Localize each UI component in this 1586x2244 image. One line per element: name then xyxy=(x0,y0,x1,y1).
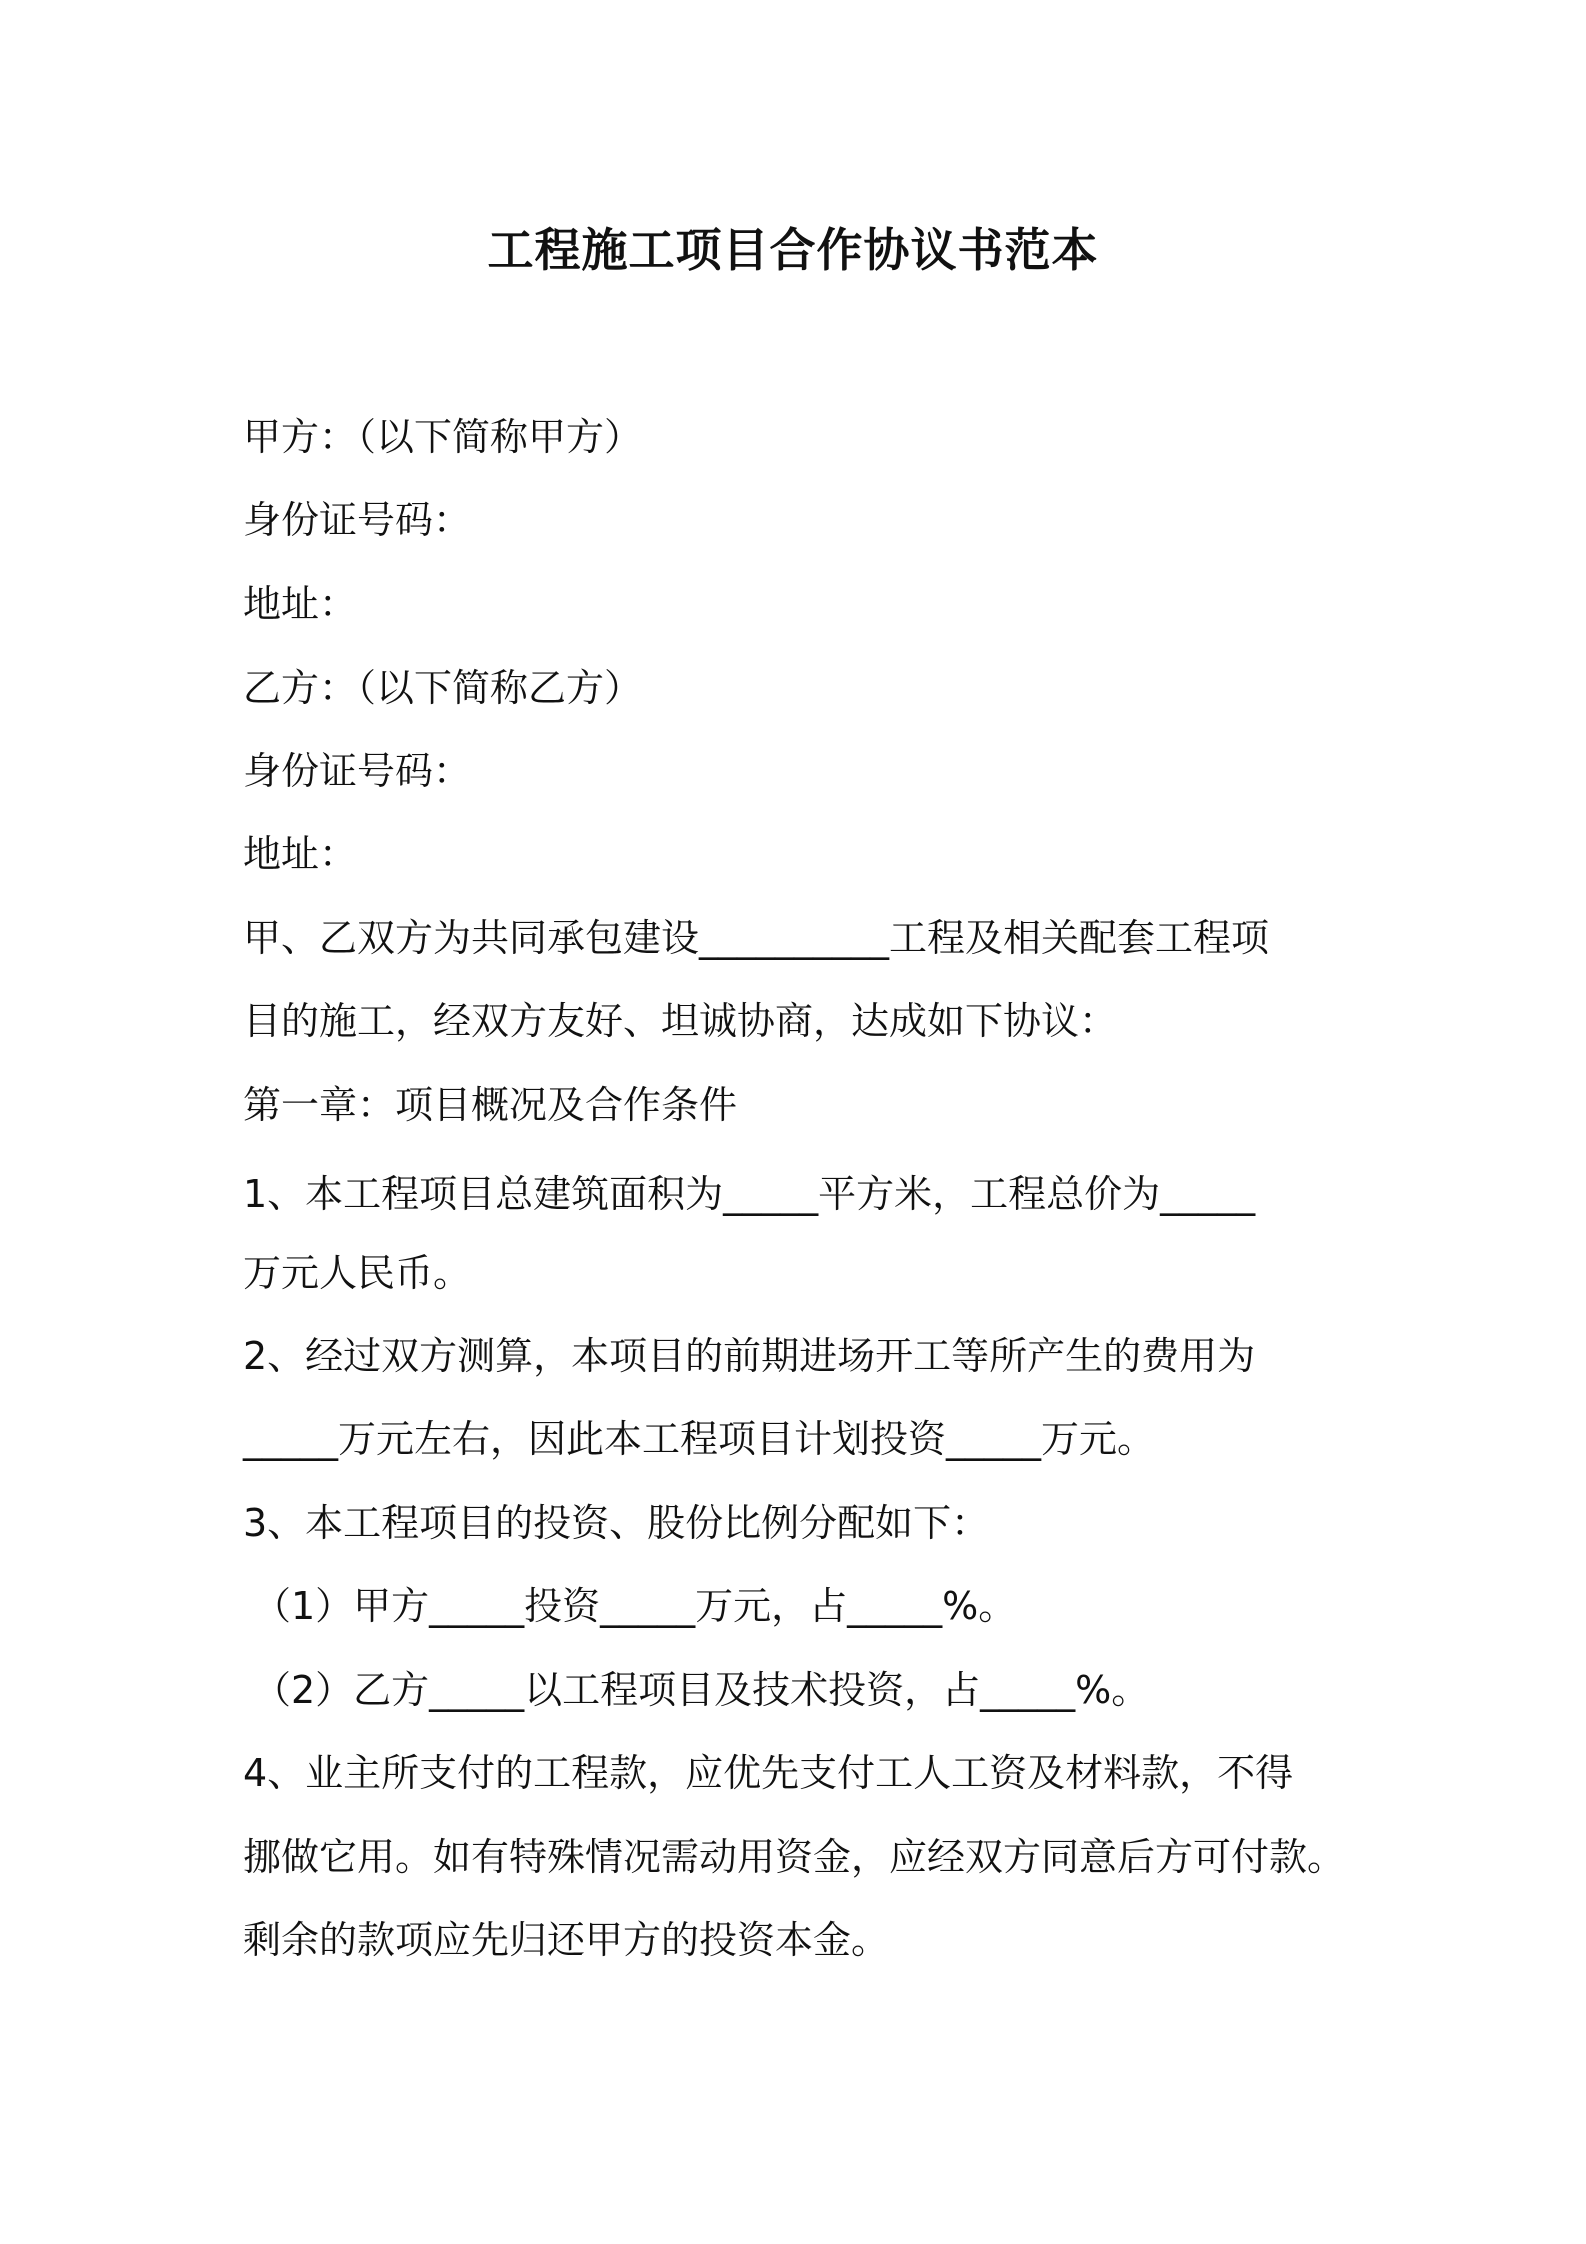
document-title: 工程施工项目合作协议书范本 xyxy=(487,223,1099,277)
party-b-id-line: 身份证号码： xyxy=(243,749,472,793)
clause-1-line-1: 1、本工程项目总建筑面积为_____平方米，工程总价为_____ xyxy=(243,1172,1256,1216)
clause-4-line-2: 挪做它用。如有特殊情况需动用资金，应经双方同意后方可付款。 xyxy=(243,1835,1346,1879)
clause-2-line-1: 2、经过双方测算，本项目的前期进场开工等所产生的费用为 xyxy=(243,1334,1256,1378)
party-a-line: 甲方：（以下简称甲方） xyxy=(243,415,643,459)
clause-3-item-1: （1）甲方_____投资_____万元，占_____%。 xyxy=(253,1584,1017,1628)
clause-1-line-2: 万元人民币。 xyxy=(243,1251,472,1295)
clause-3-item-2: （2）乙方_____以工程项目及技术投资，占_____%。 xyxy=(253,1668,1150,1712)
preamble-line-2: 目的施工，经双方友好、坦诚协商，达成如下协议： xyxy=(243,999,1118,1043)
clause-2-line-2: _____万元左右，因此本工程项目计划投资_____万元。 xyxy=(243,1417,1156,1461)
clause-4-line-3: 剩余的款项应先归还甲方的投资本金。 xyxy=(243,1918,890,1962)
chapter-heading: 第一章：项目概况及合作条件 xyxy=(243,1083,738,1127)
clause-3-line: 3、本工程项目的投资、股份比例分配如下： xyxy=(243,1501,990,1545)
party-b-line: 乙方：（以下简称乙方） xyxy=(243,666,643,710)
party-b-address-line: 地址： xyxy=(243,832,358,876)
preamble-line-1: 甲、乙双方为共同承包建设__________工程及相关配套工程项 xyxy=(243,916,1270,960)
party-a-address-line: 地址： xyxy=(243,582,358,626)
clause-4-line-1: 4、业主所支付的工程款，应优先支付工人工资及材料款，不得 xyxy=(243,1751,1294,1795)
party-a-id-line: 身份证号码： xyxy=(243,498,472,542)
